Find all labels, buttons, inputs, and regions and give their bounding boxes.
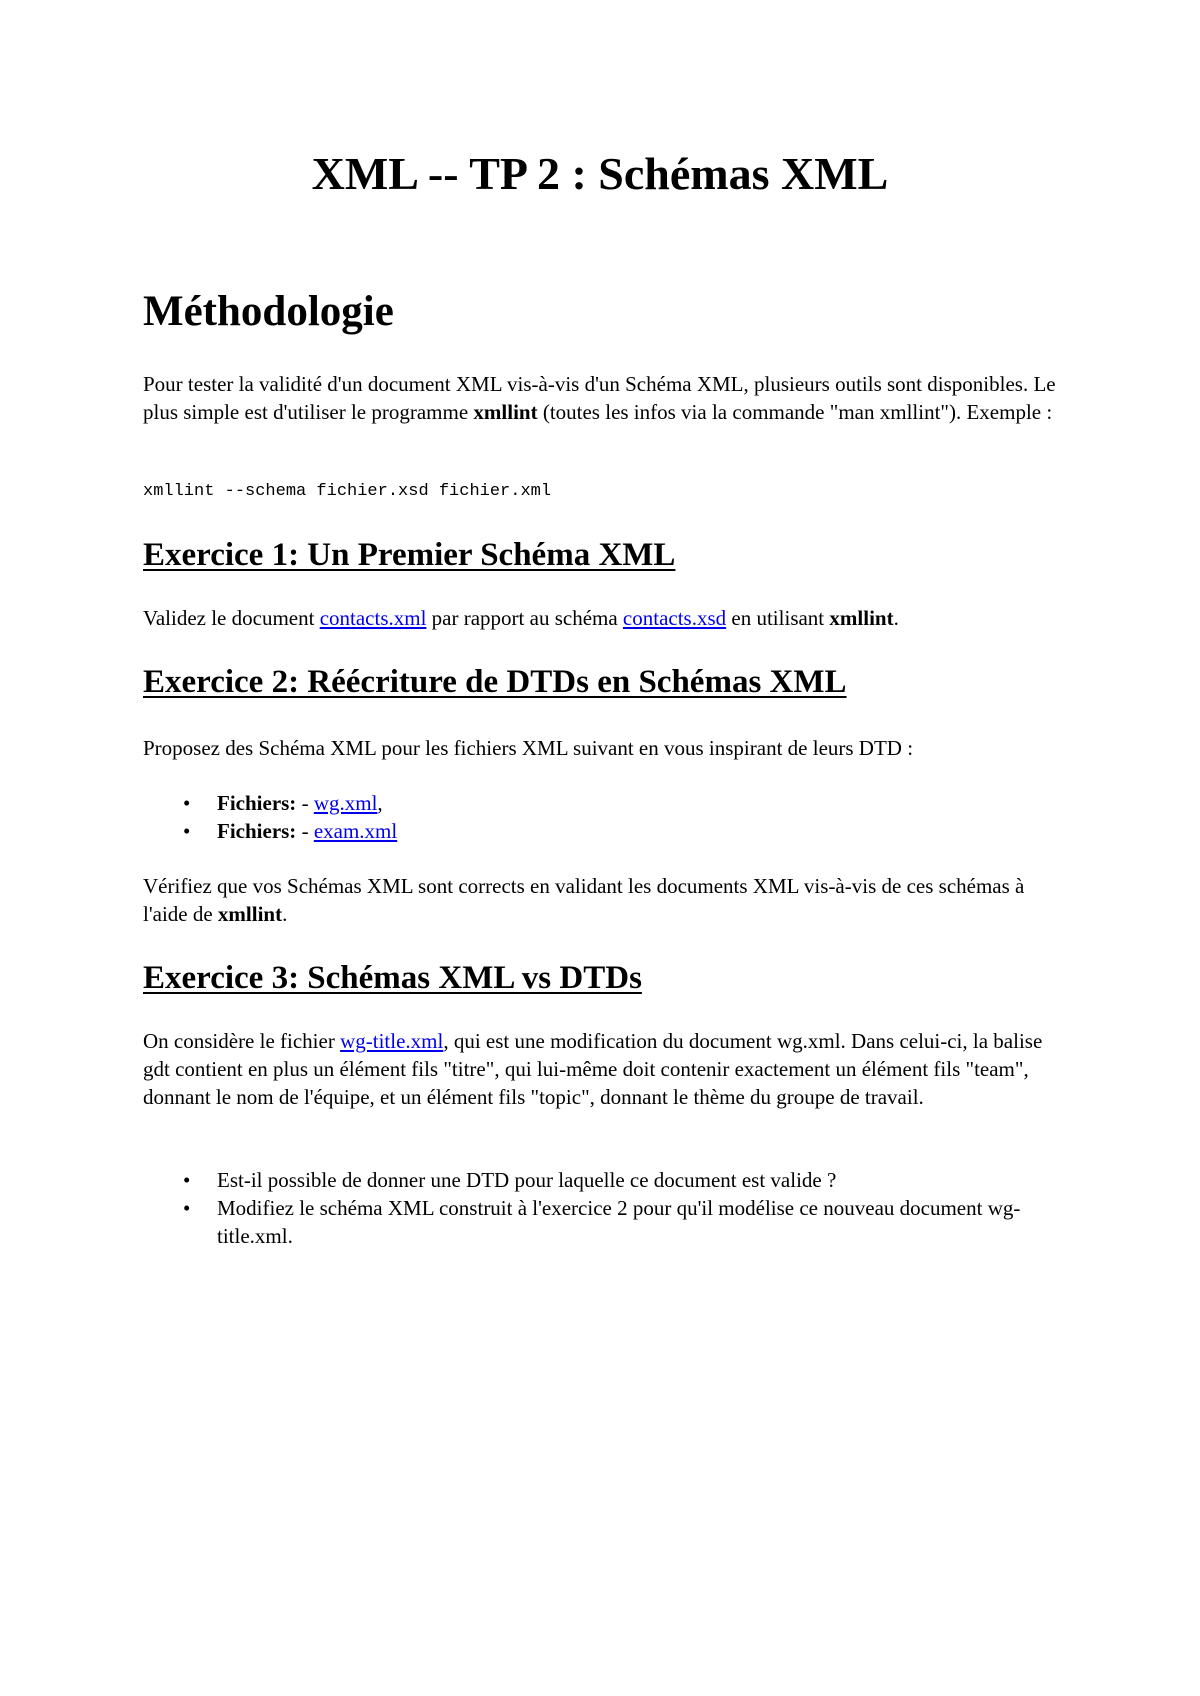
exercise-2-heading: Exercice 2: Réécriture de DTDs en Schémas XML <box>143 664 847 700</box>
wg-title-xml-link[interactable]: wg-title.xml <box>340 1029 444 1053</box>
list-item <box>143 817 1073 845</box>
ex3-text-a: On considère le fichier <box>143 1029 341 1053</box>
file-list-separator: - <box>296 819 314 843</box>
question-text: Est-il possible de donner une DTD pour laquelle ce document est valide ? <box>217 1168 837 1192</box>
page-title: XML -- TP 2 : Schémas XML <box>311 148 889 199</box>
exercise-2-file-list <box>143 789 1073 845</box>
methodology-paragraph <box>143 370 1073 426</box>
file-list-trail: , <box>377 791 383 815</box>
exercise-3-heading: Exercice 3: Schémas XML vs DTDs <box>143 960 642 996</box>
methodology-heading: Méthodologie <box>143 288 394 335</box>
methodology-tool-name: xmllint <box>473 400 538 424</box>
file-list-label: Fichiers: <box>217 819 297 843</box>
bullet-icon: • <box>183 1168 191 1192</box>
exercise-3-question-list <box>143 1166 1073 1250</box>
ex1-text-b: par rapport au schéma <box>426 606 623 630</box>
exercise-3-paragraph <box>143 1027 1073 1111</box>
question-text: Modifiez le schéma XML construit à l'exercice 2 pour qu'il modélise ce nouveau document wg-title.xml. <box>217 1196 1021 1248</box>
bullet-icon: • <box>183 791 191 815</box>
exercise-1-heading: Exercice 1: Un Premier Schéma XML <box>143 537 676 573</box>
file-list-label: Fichiers: <box>217 791 297 815</box>
exercise-2-intro: Proposez des Schéma XML pour les fichiers XML suivant en vous inspirant de leurs DTD : <box>143 736 914 760</box>
ex1-text-c: en utilisant <box>726 606 830 630</box>
ex2-verify-text-b: . <box>282 902 288 926</box>
ex3-text-b: , qui est une modification du document wg.xml. Dans celui-ci, la balise gdt contient en plus un élément fils "titre", qui lui-même doit contenir exactement un élément fils "team", donnant le nom de l'équipe, et un élément fils "topic", donnant le thème du groupe de travail. <box>143 1029 1043 1109</box>
file-list-separator: - <box>296 791 314 815</box>
exercise-2-verify-paragraph <box>143 872 1073 928</box>
methodology-text-a: Pour tester la validité d'un document XML vis-à-vis d'un Schéma XML, plusieurs outils sont disponibles. Le plus simple est d'utiliser le programme <box>143 372 1056 424</box>
exam-xml-link[interactable]: exam.xml <box>313 819 398 843</box>
exercise-1-paragraph <box>143 604 1073 632</box>
ex1-tool-name: xmllint <box>829 606 894 630</box>
ex2-verify-text-a: Vérifiez que vos Schémas XML sont corrects en validant les documents XML vis-à-vis de ces schémas à l'aide de <box>143 874 1025 926</box>
contacts-xml-link[interactable]: contacts.xml <box>319 606 427 630</box>
command-example: xmllint --schema fichier.xsd fichier.xml <box>143 482 552 501</box>
list-item <box>143 789 1073 817</box>
list-item <box>143 1166 1073 1194</box>
ex2-tool-name: xmllint <box>217 902 283 926</box>
methodology-text-b: (toutes les infos via la commande "man xmllint"). Exemple : <box>537 400 1053 424</box>
list-item <box>143 1194 1073 1250</box>
ex1-text-d: . <box>893 606 899 630</box>
contacts-xsd-link[interactable]: contacts.xsd <box>622 606 727 630</box>
ex1-text-a: Validez le document <box>143 606 320 630</box>
wg-xml-link[interactable]: wg.xml <box>313 791 378 815</box>
bullet-icon: • <box>183 1196 191 1220</box>
bullet-icon: • <box>183 819 191 843</box>
